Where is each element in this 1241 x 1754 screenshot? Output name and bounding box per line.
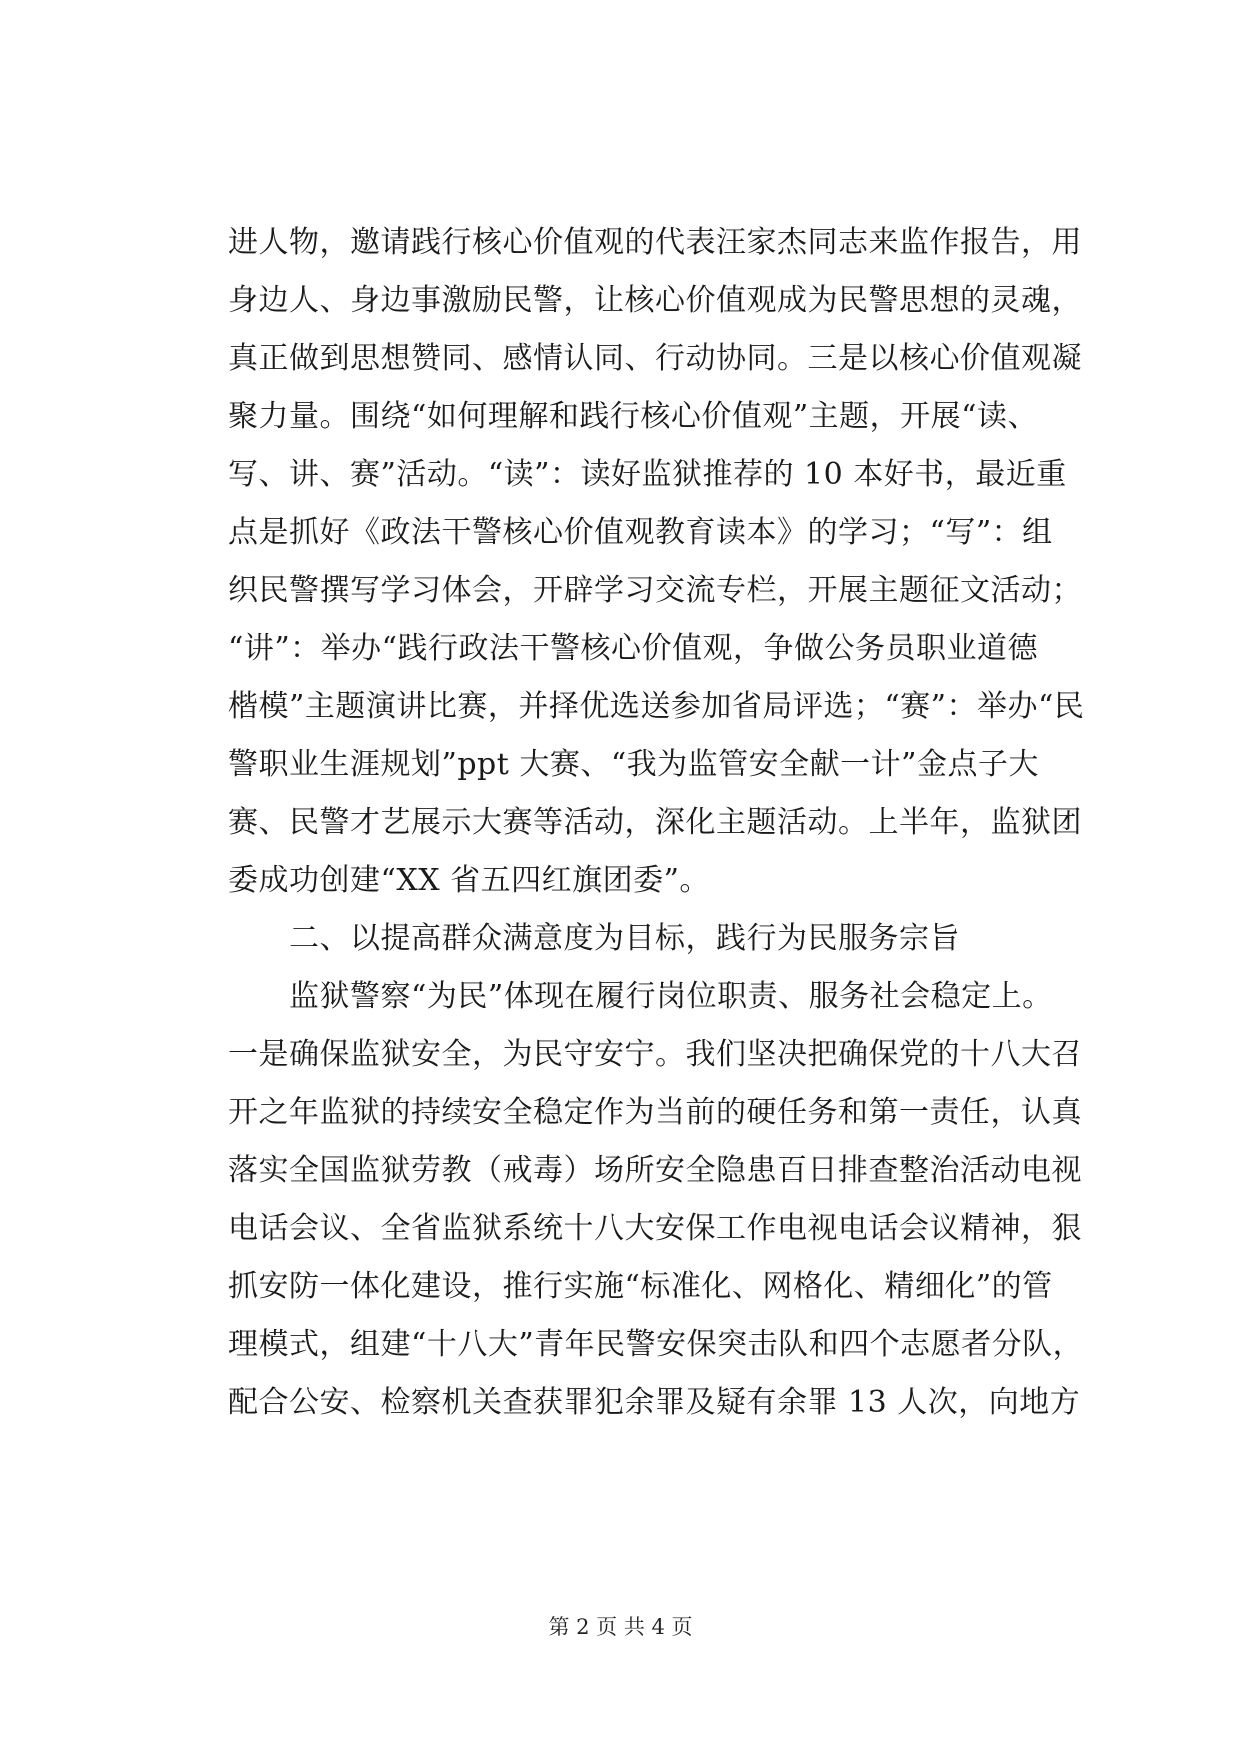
text-line: 真正做到思想赞同、感情认同、行动协同。三是以核心价值观凝: [228, 341, 1082, 376]
text-line: 配合公安、检察机关查获罪犯余罪及疑有余罪 13 人次，向地方: [228, 1385, 1081, 1420]
text-line: 赛、民警才艺展示大赛等活动，深化主题活动。上半年，监狱团: [228, 805, 1082, 840]
text-line: 抓安防一体化建设，推行实施“标准化、网格化、精细化”的管: [228, 1269, 1053, 1304]
text-line: 电话会议、全省监狱系统十八大安保工作电视电话会议精神，狠: [228, 1211, 1082, 1246]
text-line: 委成功创建“XX 省五四红旗团委”。: [228, 863, 710, 898]
text-line: 点是抓好《政法干警核心价值观教育读本》的学习；“写”：组: [228, 515, 1053, 550]
text-line: 进人物，邀请践行核心价值观的代表汪家杰同志来监作报告，用: [228, 225, 1082, 260]
text-line: 楷模”主题演讲比赛，并择优选送参加省局评选；“赛”：举办“民: [228, 689, 1085, 724]
text-line: 一是确保监狱安全，为民守安宁。我们坚决把确保党的十八大召: [228, 1037, 1082, 1072]
text-line: 理模式，组建“十八大”青年民警安保突击队和四个志愿者分队，: [228, 1327, 1084, 1362]
text-line: “讲”：举办“践行政法干警核心价值观，争做公务员职业道德: [228, 631, 1039, 666]
text-line: 聚力量。围绕“如何理解和践行核心价值观”主题，开展“读、: [228, 399, 1039, 434]
text-line: 开之年监狱的持续安全稳定作为当前的硬任务和第一责任，认真: [228, 1095, 1082, 1130]
text-line: 写、讲、赛”活动。“读”：读好监狱推荐的 10 本好书，最近重: [228, 457, 1067, 492]
text-line: 织民警撰写学习体会，开辟学习交流专栏，开展主题征文活动；: [228, 573, 1082, 608]
text-line: 警职业生涯规划”ppt 大赛、“我为监管安全献一计”金点子大: [228, 747, 1040, 782]
section-heading: 二、以提高群众满意度为目标，践行为民服务宗旨: [289, 921, 960, 956]
paragraph-first-line: 监狱警察“为民”体现在履行岗位职责、服务社会稳定上。: [289, 979, 1053, 1014]
page-number-footer: 第 2 页 共 4 页: [548, 1615, 693, 1639]
text-line: 落实全国监狱劳教（戒毒）场所安全隐患百日排查整治活动电视: [228, 1153, 1082, 1188]
text-line: 身边人、身边事激励民警，让核心价值观成为民警思想的灵魂，: [228, 283, 1082, 318]
